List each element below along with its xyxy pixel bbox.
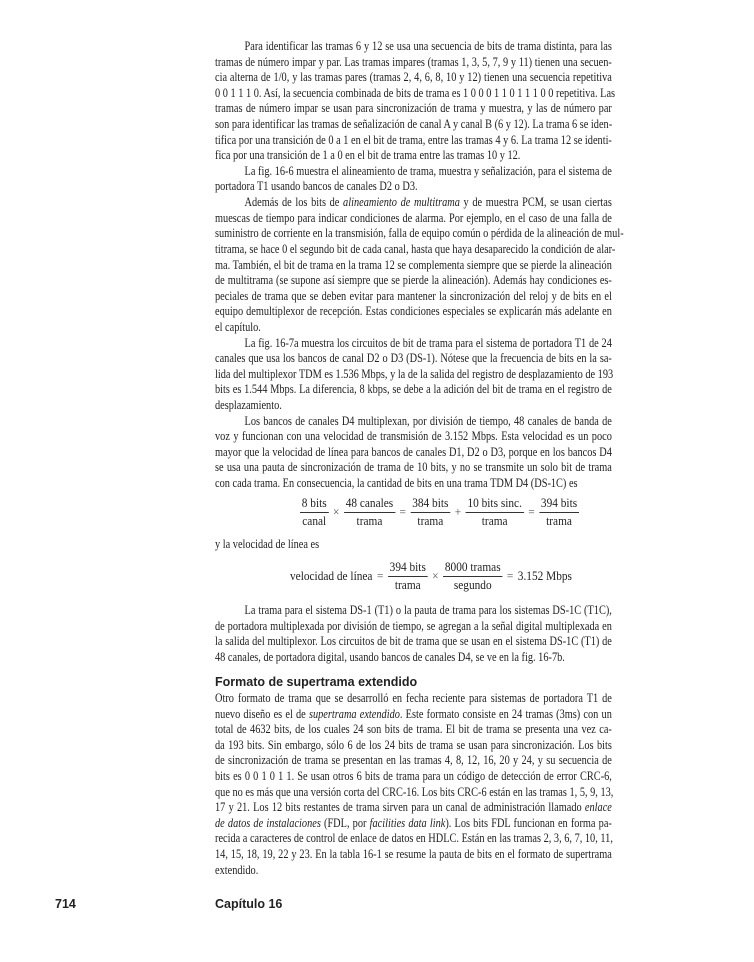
text-line bbox=[215, 273, 612, 289]
fraction bbox=[410, 496, 450, 529]
equation-lhs: velocidad de línea bbox=[290, 569, 373, 583]
text-segment: con cada trama. En consecuencia, la cantidad de bits en una trama TDM D4 (DS-1C) es bbox=[215, 476, 578, 491]
numerator: 384 bits bbox=[410, 496, 450, 513]
fraction bbox=[539, 496, 579, 529]
text-segment: recida a caracteres de control de enlace de datos en HDLC. Están en las tramas 2, 3, 6, 7, 10, 11, bbox=[215, 831, 613, 846]
operator: = bbox=[506, 569, 514, 583]
text-line bbox=[215, 619, 612, 635]
text-segment: que no es más que una versión corta del CRC-16. Los bits CRC-6 están en las tramas 1, 5, 9, 13, bbox=[215, 784, 614, 799]
numerator: 10 bits sinc. bbox=[466, 496, 524, 513]
text-segment: lida del multiplexor TDM es 1.536 Mbps, y la de la salida del registro de desplazamiento de 193 bbox=[215, 366, 614, 381]
fraction bbox=[443, 560, 502, 593]
denominator: trama bbox=[417, 514, 444, 528]
text-segment: ). Los bits FDL funcionan en forma pa- bbox=[445, 815, 612, 830]
text-line bbox=[215, 351, 612, 367]
operator: = bbox=[376, 569, 384, 583]
text-segment: da 193 bits. Sin embargo, sólo 6 de los 24 bits de trama se usan para sincronización. Los bits bbox=[215, 737, 612, 752]
between-text bbox=[215, 537, 612, 553]
text-segment: equipo demultiplexor de recepción. Estas condiciones especiales se explicarán más adelante en bbox=[215, 304, 612, 319]
text-segment: La fig. 16-6 muestra el alineamiento de trama, muestra y señalización, para el sistema de bbox=[244, 163, 612, 178]
text-line bbox=[215, 398, 612, 414]
text-segment: son para identificar las tramas de señalización de canal A y canal B (6 y 12). La trama 6 se iden- bbox=[215, 117, 613, 132]
text-segment: muescas de tiempo para indicar condiciones de alarma. Por ejemplo, en el caso de una falla de bbox=[215, 210, 612, 225]
text-block-3 bbox=[215, 691, 612, 878]
text-segment: 48 canales, de portadora digital, usando bancos de canales D4, se ve en la fig. 16-7b. bbox=[215, 649, 565, 664]
fraction bbox=[388, 560, 428, 593]
text-segment: cia alterna de 1/0, y las tramas pares (tramas 2, 4, 6, 8, 10 y 12) tienen una secuencia repetitiva bbox=[215, 70, 612, 85]
text-line bbox=[215, 211, 612, 227]
text-line bbox=[215, 85, 616, 102]
denominator: trama bbox=[481, 514, 508, 528]
operator: × bbox=[332, 505, 340, 519]
italic-text: enlace bbox=[584, 800, 612, 815]
text-line bbox=[215, 707, 612, 723]
text-segment: total de 4632 bits, de los cuales 24 son bits de trama. El bit de trama se presenta una vez ca- bbox=[215, 722, 612, 737]
text-line bbox=[215, 414, 612, 430]
text-line bbox=[215, 429, 612, 445]
operator: + bbox=[454, 505, 462, 519]
text-segment: portadora T1 usando bancos de canales D2 o D3. bbox=[215, 179, 418, 194]
numerator: 394 bits bbox=[539, 496, 579, 513]
equation-frame-bits bbox=[300, 496, 579, 529]
text-line bbox=[215, 634, 612, 650]
numerator: 8 bits bbox=[300, 496, 328, 513]
denominator: trama bbox=[356, 514, 383, 528]
text-line bbox=[215, 785, 612, 801]
denominator: canal bbox=[302, 514, 327, 528]
text-segment: tramas de número impar y par. Las tramas impares (tramas 1, 3, 5, 7, 9 y 11) tienen una secuen- bbox=[215, 54, 612, 69]
text-line bbox=[215, 650, 612, 666]
text-line bbox=[215, 133, 612, 149]
text-line bbox=[215, 691, 612, 707]
text-block-1 bbox=[215, 39, 624, 492]
text-segment: extendido. bbox=[215, 862, 259, 877]
text-segment: Otro formato de trama que se desarrolló en fecha reciente para sistemas de portadora T1 de bbox=[215, 691, 612, 705]
operator: × bbox=[432, 569, 439, 583]
text-line bbox=[215, 603, 612, 619]
text-segment: La trama para el sistema DS-1 (T1) o la pauta de trama para los sistemas DS-1C (T1C), bbox=[244, 603, 612, 617]
text-line bbox=[215, 241, 616, 258]
text-line bbox=[215, 39, 612, 55]
text-segment: de portadora multiplexada por división de tiempo, se agregan a la señal digital multiplexada en bbox=[215, 618, 612, 633]
chapter-label: Capítulo 16 bbox=[215, 897, 283, 911]
text-segment: la salida del multiplexor. Los circuitos de bit de trama que se usan en el sistema DS-1C (T1) de bbox=[215, 634, 612, 649]
operator: = bbox=[399, 505, 406, 519]
text-line bbox=[215, 226, 624, 242]
text-segment: tramas de número impar se usan para sincronización de trama y muestra, y las de número par bbox=[215, 101, 612, 116]
numerator: 8000 tramas bbox=[443, 560, 502, 577]
text-line bbox=[215, 55, 612, 71]
text-line bbox=[215, 164, 612, 180]
section-heading: Formato de supertrama extendido bbox=[215, 675, 418, 689]
text-segment: bits es 1.544 Mbps. La diferencia, 8 kbps, se debe a la adición del bit de trama en el registro de bbox=[215, 382, 612, 397]
text-segment: . Este formato consiste en 24 tramas (3ms) con un bbox=[399, 706, 612, 721]
text-segment: 14, 15, 18, 19, 22 y 23. En la tabla 16-1 se resume la pauta de bits en el formato de supertrama bbox=[215, 847, 612, 862]
italic-text: supertrama extendido bbox=[308, 706, 400, 721]
text-line bbox=[215, 831, 612, 847]
text-segment: La fig. 16-7a muestra los circuitos de bit de trama para el sistema de portadora T1 de 24 bbox=[244, 335, 612, 350]
text-line bbox=[215, 117, 612, 133]
text-line bbox=[215, 320, 612, 336]
text-segment: de multitrama (se supone así siempre que se pierde la alineación). Además hay condiciones es- bbox=[215, 273, 612, 288]
text-segment: de sincronización de trama se presentan en las tramas 4, 8, 12, 16, 20 y 24, y su secuencia de bbox=[215, 753, 612, 768]
text-segment: Para identificar las tramas 6 y 12 se usa una secuencia de bits de trama distinta, para las bbox=[244, 39, 612, 53]
text-segment: 17 y 21. Los 12 bits restantes de trama sirven para un canal de administración llamado bbox=[215, 800, 585, 815]
denominator: segundo bbox=[453, 578, 492, 592]
italic-text: de datos de instalaciones bbox=[215, 815, 321, 830]
text-segment: tifica por una transición de 0 a 1 en el bit de trama, entre las tramas 4 y 6. La trama 12 se identi- bbox=[215, 132, 612, 147]
text-line bbox=[215, 382, 612, 398]
numerator: 394 bits bbox=[388, 560, 428, 577]
text-line bbox=[215, 336, 612, 352]
italic-text: alineamiento de multitrama bbox=[343, 195, 460, 210]
text-segment: y de muestra PCM, se usan ciertas bbox=[459, 195, 612, 210]
text-line: y la velocidad de línea es bbox=[215, 537, 320, 551]
text-line bbox=[215, 847, 612, 863]
text-block-2 bbox=[215, 603, 612, 665]
text-line bbox=[215, 304, 612, 320]
text-segment: voz y funcionan con una velocidad de transmisión de 3.152 Mbps. Esta velocidad es un poco bbox=[215, 429, 612, 444]
text-line bbox=[215, 753, 612, 769]
text-segment: desplazamiento. bbox=[215, 398, 282, 413]
operator: = bbox=[528, 505, 535, 519]
text-segment: nuevo diseño es el de bbox=[215, 706, 309, 721]
text-segment: se usa una pauta de sincronización de trama de 10 bits, y no se transmite un solo bit de trama bbox=[215, 460, 612, 475]
page-number: 714 bbox=[55, 897, 76, 911]
denominator: trama bbox=[394, 578, 421, 592]
text-line bbox=[215, 367, 612, 383]
denominator: trama bbox=[546, 514, 572, 528]
fraction bbox=[466, 496, 524, 529]
text-line bbox=[215, 769, 612, 785]
text-line bbox=[215, 179, 612, 195]
text-line bbox=[215, 101, 612, 117]
text-segment: el capítulo. bbox=[215, 319, 261, 334]
text-line bbox=[215, 816, 612, 832]
equation-rhs: 3.152 Mbps bbox=[517, 569, 572, 583]
text-line bbox=[215, 460, 612, 476]
text-line bbox=[215, 738, 612, 754]
text-line bbox=[215, 800, 612, 816]
text-segment: canales que usa los bancos de canal D2 o D3 (DS-1). Nótese que la frecuencia de bits en la sa- bbox=[215, 351, 612, 366]
text-segment: Además de los bits de bbox=[244, 195, 344, 210]
text-segment: Los bancos de canales D4 multiplexan, por división de tiempo, 48 canales de banda de bbox=[244, 413, 612, 428]
text-line bbox=[215, 476, 612, 492]
text-segment: 0 0 1 1 1 0. Así, la secuencia combinada de bits de trama es 1 0 0 0 1 1 0 1 1 1 0 0 repetitiva. Las bbox=[215, 85, 616, 100]
text-line bbox=[215, 722, 612, 738]
text-line bbox=[215, 258, 612, 274]
text-line bbox=[215, 445, 612, 461]
text-segment: peciales de trama que se deben evitar para mantener la sincronización del reloj y de bits en el bbox=[215, 288, 612, 303]
text-line bbox=[215, 289, 612, 305]
italic-text: facilities data link bbox=[369, 815, 446, 830]
text-segment: fica por una transición de 1 a 0 en el bit de trama entre las tramas 10 y 12. bbox=[215, 148, 521, 163]
numerator: 48 canales bbox=[344, 496, 395, 513]
text-segment: ma. También, el bit de trama en la trama 12 se complementa siempre que se pierde la alineación bbox=[215, 257, 612, 272]
text-line bbox=[215, 148, 612, 164]
text-segment: mayor que la velocidad de línea para bancos de canales D1, D2 o D3, porque en los bancos D4 bbox=[215, 444, 612, 459]
text-segment: (FDL, por bbox=[320, 815, 370, 830]
text-segment: bits es 0 0 1 0 1 1. Se usan otros 6 bits de trama para un código de detección de error CRC-6, bbox=[215, 769, 612, 784]
fraction bbox=[300, 496, 328, 529]
text-segment: titrama, se hace 0 el segundo bit de cada canal, hasta que haya desaparecido la condición de alar- bbox=[215, 241, 616, 256]
text-line bbox=[215, 863, 612, 879]
text-line bbox=[215, 195, 612, 211]
equation-line-rate bbox=[290, 560, 572, 593]
text-line bbox=[215, 70, 612, 86]
fraction bbox=[344, 496, 395, 529]
text-segment: suministro de corriente en la transmisión, falla de equipo común o pérdida de la alineación de mul- bbox=[215, 226, 624, 241]
